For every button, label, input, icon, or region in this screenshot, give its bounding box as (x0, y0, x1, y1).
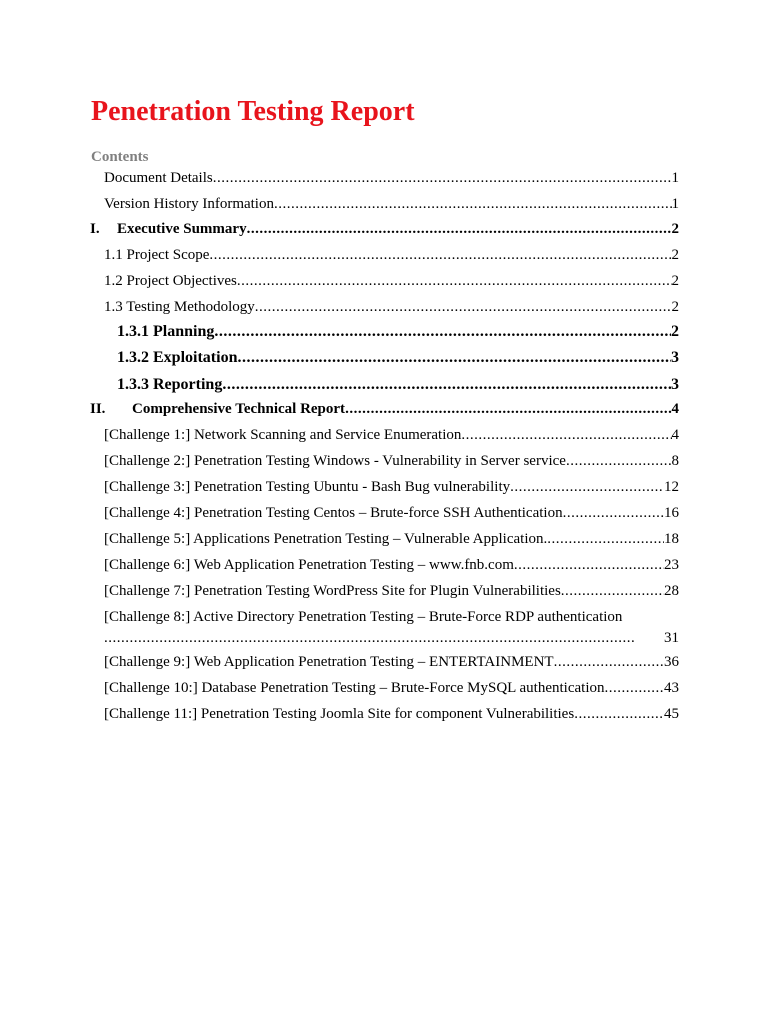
toc-leader-dots (214, 323, 671, 341)
toc-section-number: I. (90, 221, 100, 237)
toc-entry-challenge-8[interactable] (104, 609, 679, 629)
toc-leader-dots (563, 505, 664, 522)
toc-leader-dots (237, 273, 672, 290)
toc-leader-dots (274, 196, 672, 213)
toc-leader-dots (547, 531, 664, 548)
toc-leader-dots (605, 680, 665, 697)
toc-entry-label: [Challenge 2:] Penetration Testing Windows - Vulnerability in Server service (104, 453, 566, 469)
toc-entry-label: 1.3.2 Exploitation (117, 349, 238, 366)
toc-leader-dots (510, 479, 664, 496)
toc-entry-project-objectives[interactable] (104, 273, 679, 293)
toc-page-number: 1 (671, 170, 679, 186)
toc-leader-dots (554, 654, 664, 671)
toc-entry-label: 1.2 Project Objectives (104, 273, 237, 289)
toc-page-number: 28 (664, 583, 679, 599)
toc-leader-dots (222, 376, 671, 394)
toc-page-number: 3 (671, 349, 679, 366)
contents-heading: Contents (91, 149, 149, 165)
toc-page-number: 2 (671, 299, 679, 315)
toc-entry-label: 1.3 Testing Methodology (104, 299, 255, 315)
toc-leader-dots (345, 401, 671, 418)
toc-entry-label: [Challenge 10:] Database Penetration Testing – Brute-Force MySQL authentication (104, 680, 605, 696)
toc-entry-label: Executive Summary (117, 221, 247, 237)
toc-entry-challenge-11[interactable] (104, 706, 679, 726)
toc-entry-label: 1.1 Project Scope (104, 247, 210, 263)
toc-entry-label: Document Details (104, 170, 213, 186)
toc-page-number: 45 (664, 706, 679, 722)
toc-leader-dots (247, 221, 672, 238)
toc-entry-label: [Challenge 6:] Web Application Penetration Testing – www.fnb.com (104, 557, 514, 573)
toc-page-number: 4 (671, 401, 679, 417)
toc-page-number: 2 (671, 273, 679, 289)
toc-entry-challenge-8-continued[interactable] (104, 630, 679, 650)
toc-entry-challenge-10[interactable] (104, 680, 679, 700)
toc-entry-project-scope[interactable] (104, 247, 679, 267)
toc-entry-reporting[interactable] (117, 376, 679, 396)
toc-entry-label: [Challenge 8:] Active Directory Penetration Testing – Brute-Force RDP authentication (104, 609, 623, 625)
toc-leader-dots (561, 583, 664, 600)
toc-page-number: 2 (671, 247, 679, 263)
toc-page-number: 18 (664, 531, 679, 547)
toc-leader-dots (574, 706, 664, 723)
toc-entry-challenge-1[interactable] (104, 427, 679, 447)
toc-entry-label: [Challenge 9:] Web Application Penetration Testing – ENTERTAINMENT (104, 654, 554, 670)
toc-entry-challenge-7[interactable] (104, 583, 679, 603)
toc-entry-planning[interactable] (117, 323, 679, 343)
toc-leader-dots (514, 557, 664, 574)
toc-page-number: 8 (671, 453, 679, 469)
toc-leader-dots (209, 247, 671, 264)
toc-entry-challenge-2[interactable] (104, 453, 679, 473)
toc-entry-technical-report[interactable] (90, 401, 679, 421)
toc-page-number: 4 (671, 427, 679, 443)
toc-entry-challenge-3[interactable] (104, 479, 679, 499)
toc-leader-dots (213, 170, 672, 187)
toc-entry-label: Comprehensive Technical Report (132, 401, 346, 417)
toc-page-number: 12 (664, 479, 679, 495)
toc-section-number: II. (90, 401, 106, 417)
toc-entry-label: Version History Information (104, 196, 274, 212)
toc-leader-dots (237, 349, 671, 367)
toc-entry-label: 1.3.3 Reporting (117, 376, 223, 393)
toc-page-number: 43 (664, 680, 679, 696)
report-title: Penetration Testing Report (91, 96, 415, 127)
toc-page-number: 1 (671, 196, 679, 212)
toc-page-number: 2 (671, 221, 679, 237)
toc-page-number: 3 (671, 376, 679, 393)
toc-entry-label: 1.3.1 Planning (117, 323, 215, 340)
toc-entry-executive-summary[interactable] (90, 221, 679, 241)
toc-entry-label: [Challenge 3:] Penetration Testing Ubuntu - Bash Bug vulnerability (104, 479, 511, 495)
toc-entry-exploitation[interactable] (117, 349, 679, 369)
toc-entry-label: [Challenge 11:] Penetration Testing Joomla Site for component Vulnerabilities (104, 706, 575, 722)
toc-entry-label: [Challenge 7:] Penetration Testing WordPress Site for Plugin Vulnerabilities (104, 583, 561, 599)
toc-leader-dots (566, 453, 672, 470)
toc-leader-dots (255, 299, 672, 316)
toc-page-number: 31 (664, 630, 679, 646)
toc-leader-dots (461, 427, 671, 444)
toc-page-number: 16 (664, 505, 679, 521)
toc-entry-version-history[interactable] (104, 196, 679, 216)
toc-entry-challenge-4[interactable] (104, 505, 679, 525)
toc-page-number: 2 (671, 323, 679, 340)
toc-entry-challenge-6[interactable] (104, 557, 679, 577)
toc-page-number: 36 (664, 654, 679, 670)
toc-entry-testing-methodology[interactable] (104, 299, 679, 319)
toc-entry-challenge-9[interactable] (104, 654, 679, 674)
toc-entry-label: [Challenge 1:] Network Scanning and Service Enumeration (104, 427, 462, 443)
toc-entry-document-details[interactable] (104, 170, 679, 190)
toc-page-number: 23 (664, 557, 679, 573)
toc-leader-dots (104, 630, 636, 647)
toc-entry-label: [Challenge 4:] Penetration Testing Centos – Brute-force SSH Authentication (104, 505, 563, 521)
toc-entry-challenge-5[interactable] (104, 531, 679, 551)
toc-entry-label: [Challenge 5:] Applications Penetration Testing – Vulnerable Application. (104, 531, 548, 547)
